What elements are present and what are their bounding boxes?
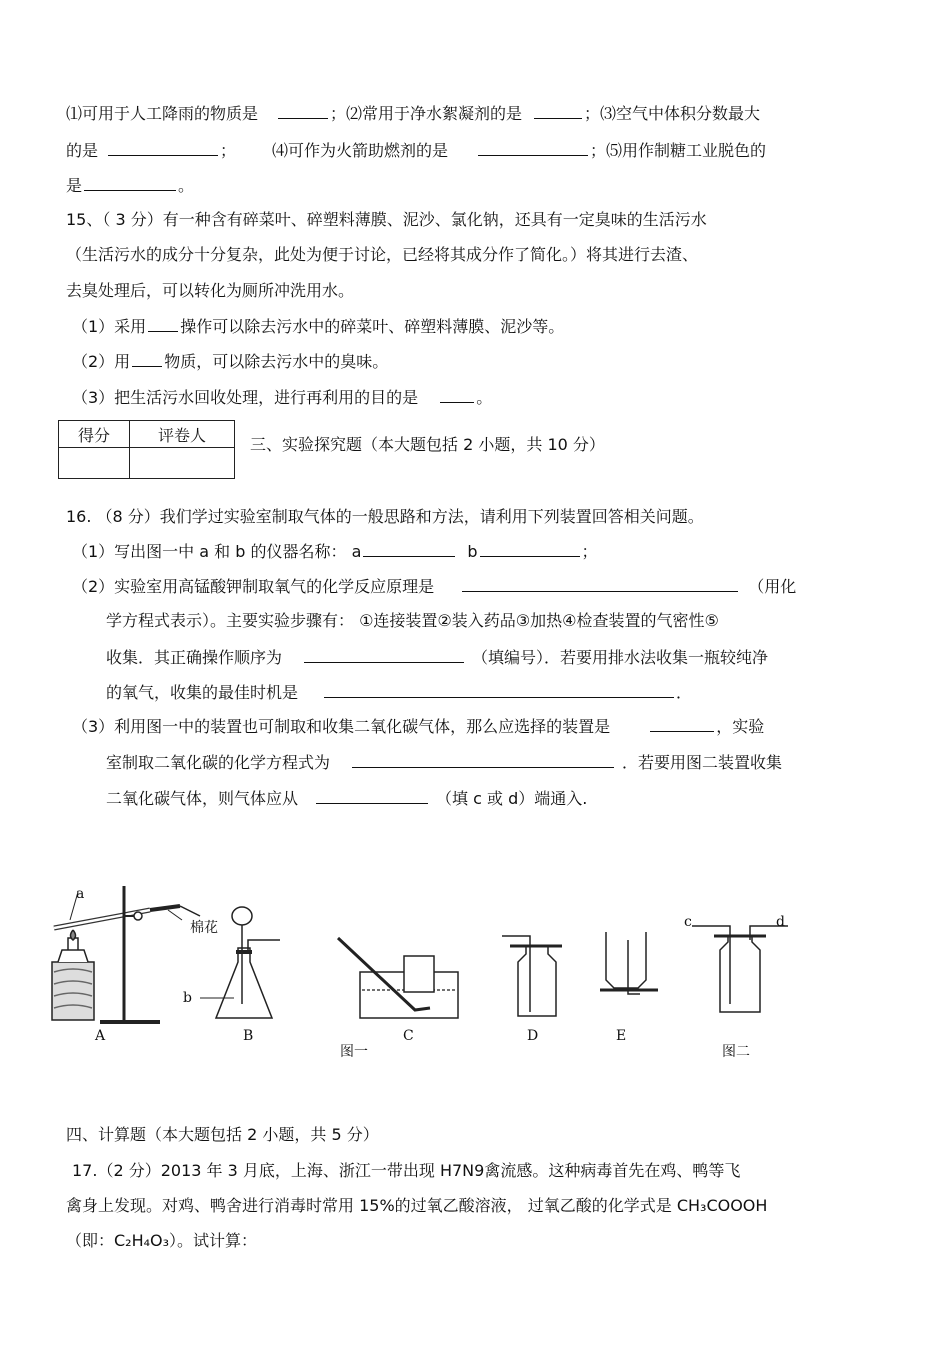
q14-text: 是 bbox=[66, 176, 83, 195]
q14-item2: ；⑵常用于净水絮凝剂的是 bbox=[330, 104, 523, 123]
answer-blank[interactable] bbox=[278, 102, 328, 119]
q16-text: ，实验 bbox=[716, 717, 765, 736]
q16-sub2c bbox=[106, 646, 768, 669]
section4-heading: 四、计算题（本大题包括 2 小题，共 5 分） bbox=[66, 1125, 379, 1144]
apparatus-e bbox=[600, 932, 658, 994]
q16-text: （填 c 或 d）端通入. bbox=[436, 789, 588, 808]
q16-text: （3）利用图一中的装置也可制取和收集二氧化碳气体，那么应选择的装置是 bbox=[72, 717, 611, 736]
q14-item4: ⑷可作为火箭助燃剂的是 bbox=[272, 141, 449, 160]
label-d: d bbox=[776, 914, 785, 930]
q16-text: （填编号）．若要用排水法收集一瓶较纯净 bbox=[472, 648, 769, 667]
section3-heading: 三、实验探究题（本大题包括 2 小题，共 10 分） bbox=[250, 435, 605, 454]
grader-cell[interactable] bbox=[130, 448, 235, 479]
q14-text: ； bbox=[220, 141, 237, 160]
answer-blank[interactable] bbox=[478, 139, 588, 156]
q14-item3: ；⑶空气中体积分数最大 bbox=[584, 104, 761, 123]
q16-sub3c bbox=[106, 787, 587, 810]
answer-blank-a[interactable] bbox=[363, 540, 455, 557]
q16-text: b bbox=[467, 542, 478, 561]
answer-blank[interactable] bbox=[316, 787, 428, 804]
q15-line2: （生活污水的成分十分复杂，此处为便于讨论，已经将其成分作了简化。）将其进行去渣、 bbox=[66, 245, 699, 264]
answer-blank[interactable] bbox=[132, 350, 162, 367]
q15-sub2 bbox=[72, 350, 388, 373]
q16-text: （1）写出图一中 a 和 b 的仪器名称： a bbox=[72, 542, 362, 561]
score-table bbox=[58, 420, 235, 479]
score-header: 得分 bbox=[59, 421, 130, 448]
label-c: c bbox=[684, 914, 692, 930]
q15-line1: 15、（ 3 分）有一种含有碎菜叶、碎塑料薄膜、泥沙、氯化钠，还具有一定臭味的生活污水 bbox=[66, 210, 707, 229]
apparatus-fig2 bbox=[692, 926, 788, 1012]
answer-blank[interactable] bbox=[148, 315, 178, 332]
answer-blank[interactable] bbox=[352, 751, 614, 768]
q14-line3 bbox=[66, 174, 194, 197]
grader-header: 评卷人 bbox=[130, 421, 235, 448]
q17-line1: 17.（2 分）2013 年 3 月底，上海、浙江一带出现 H7N9禽流感。这种病毒首先在鸡、鸭等飞 bbox=[72, 1161, 741, 1180]
answer-blank[interactable] bbox=[440, 386, 474, 403]
label-B: B bbox=[243, 1028, 254, 1044]
q16-text: ． bbox=[676, 683, 693, 702]
q14-text: 的是 bbox=[66, 141, 99, 160]
answer-blank[interactable] bbox=[108, 139, 218, 156]
answer-blank[interactable] bbox=[462, 575, 738, 592]
q14-line1 bbox=[66, 102, 760, 125]
q17-line2: 禽身上发现。对鸡、鸭舍进行消毒时常用 15%的过氧乙酸溶液， 过氧乙酸的化学式是 CH₃COOOH bbox=[66, 1196, 768, 1215]
q15-text: 操作可以除去污水中的碎菜叶、碎塑料薄膜、泥沙等。 bbox=[180, 317, 565, 336]
apparatus-d bbox=[502, 936, 562, 1016]
q15-text: （1）采用 bbox=[72, 317, 147, 336]
q16-sub1 bbox=[72, 540, 598, 563]
label-cotton: 棉花 bbox=[190, 920, 218, 936]
answer-blank[interactable] bbox=[650, 715, 714, 732]
q16-text: （2）实验室用高锰酸钾制取氧气的化学反应原理是 bbox=[72, 577, 435, 596]
label-A: A bbox=[95, 1028, 106, 1044]
q16-text: 二氧化碳气体，则气体应从 bbox=[106, 789, 299, 808]
apparatus-figure bbox=[40, 880, 800, 1060]
q14-item1: ⑴可用于人工降雨的物质是 bbox=[66, 104, 259, 123]
label-E: E bbox=[616, 1028, 627, 1044]
q14-item5: ；⑸用作制糖工业脱色的 bbox=[590, 141, 767, 160]
q15-sub3 bbox=[72, 386, 492, 409]
apparatus-c bbox=[338, 938, 458, 1018]
q16-text: 的氧气，收集的最佳时机是 bbox=[106, 683, 299, 702]
answer-blank[interactable] bbox=[84, 174, 176, 191]
q16-text: 收集．其正确操作顺序为 bbox=[106, 648, 283, 667]
apparatus-a bbox=[52, 886, 200, 1022]
q15-text: 物质，可以除去污水中的臭味。 bbox=[164, 352, 389, 371]
figure2-caption: 图二 bbox=[722, 1044, 750, 1060]
q16-text: 室制取二氧化碳的化学方程式为 bbox=[106, 753, 331, 772]
label-b: b bbox=[183, 990, 192, 1006]
q16-sub3a bbox=[72, 715, 764, 738]
label-D: D bbox=[527, 1028, 539, 1044]
q16-sub2b: 学方程式表示）。主要实验步骤有： ①连接装置②装入药品③加热④检查装置的气密性⑤ bbox=[106, 611, 719, 630]
score-cell[interactable] bbox=[59, 448, 130, 479]
q16-sub2d bbox=[106, 681, 692, 704]
q15-sub1 bbox=[72, 315, 564, 338]
q16-sub2a bbox=[72, 575, 796, 598]
q16-text: （用化 bbox=[748, 577, 797, 596]
q17-line3: （即：C₂H₄O₃）。试计算： bbox=[66, 1231, 258, 1250]
q16-text: ．若要用图二装置收集 bbox=[622, 753, 783, 772]
figure1-caption: 图一 bbox=[340, 1044, 368, 1060]
q15-text: （2）用 bbox=[72, 352, 131, 371]
q16-line1: 16. （8 分）我们学过实验室制取气体的一般思路和方法，请利用下列装置回答相关问题。 bbox=[66, 507, 704, 526]
answer-blank[interactable] bbox=[534, 102, 582, 119]
answer-blank[interactable] bbox=[304, 646, 464, 663]
q16-text: ； bbox=[581, 542, 598, 561]
q15-text: 。 bbox=[476, 388, 493, 407]
label-a: a bbox=[76, 886, 85, 902]
q16-sub3b bbox=[106, 751, 782, 774]
q14-text: 。 bbox=[178, 176, 195, 195]
answer-blank[interactable] bbox=[324, 681, 674, 698]
label-C: C bbox=[403, 1028, 414, 1044]
q14-line2 bbox=[66, 139, 766, 162]
q15-line3: 去臭处理后，可以转化为厕所冲洗用水。 bbox=[66, 281, 355, 300]
q15-text: （3）把生活污水回收处理，进行再利用的目的是 bbox=[72, 388, 419, 407]
answer-blank-b[interactable] bbox=[480, 540, 580, 557]
